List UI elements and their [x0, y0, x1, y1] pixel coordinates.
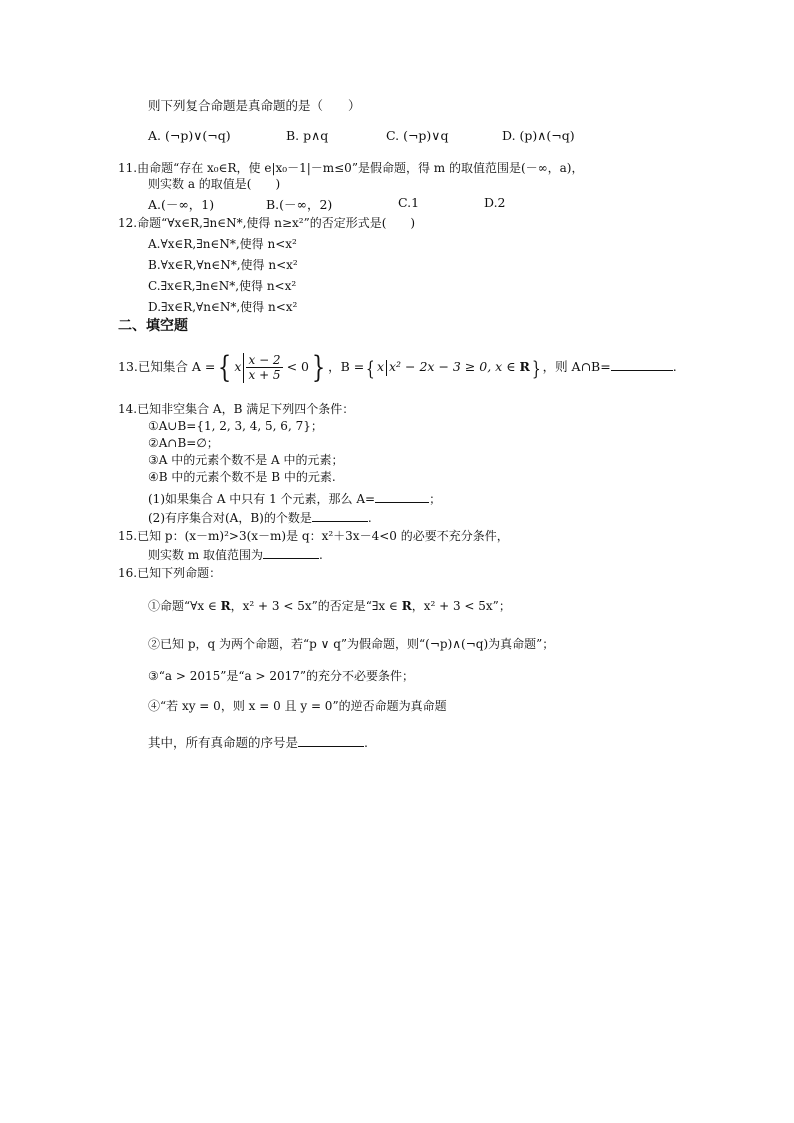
q15-answer-blank[interactable]	[263, 546, 319, 559]
q13-fraction	[246, 353, 282, 382]
q11-option-d: D.2	[484, 195, 506, 210]
q14-sub-1-end: ；	[429, 492, 442, 506]
q11-option-c: C.1	[398, 195, 420, 210]
q13-line	[118, 350, 677, 384]
q14-condition-4: ④B 中的元素个数不是 B 中的元素.	[148, 470, 336, 484]
q14-condition-1: ①A∪B={1, 2, 3, 4, 5, 6, 7}；	[148, 419, 323, 433]
q13-mid: ，B =	[328, 359, 365, 374]
q13-prefix: 13.已知集合 A =	[118, 359, 216, 374]
q13-set-a-var: x	[234, 359, 242, 374]
q13-end: .	[672, 359, 677, 374]
q13-set-b-var: x	[376, 359, 384, 374]
q16-ask-text: 其中，所有真命题的序号是	[148, 735, 299, 750]
q10-option-a: A. (¬p)∨(¬q)	[148, 128, 231, 143]
q12-option-d: D.∃x∈R,∀n∈N*,使得 n<x²	[148, 300, 298, 314]
q11-line2: 则实数 a 的取值是( )	[148, 177, 281, 191]
q16-prop-1-real-2: R	[401, 599, 412, 613]
q10-stem: 则下列复合命题是真命题的是（ ）	[148, 98, 361, 113]
q13-set-a-cond: < 0	[286, 359, 309, 374]
q14-sub-1-text: (1)如果集合 A 中只有 1 个元素，那么 A=	[148, 492, 376, 506]
q15-line1: 15.已知 p：(x－m)²>3(x－m)是 q：x²＋3x－4<0 的必要不充分条件，	[118, 529, 509, 543]
q13-fraction-den: x + 5	[248, 368, 281, 382]
q16-prop-3: ③“a > 2015”是“a > 2017”的充分不必要条件；	[148, 669, 415, 683]
q14-condition-3: ③A 中的元素个数不是 A 中的元素；	[148, 453, 344, 467]
q14-sub-2-blank[interactable]	[312, 509, 368, 522]
q14-condition-2: ②A∩B=∅；	[148, 436, 219, 450]
q16-prop-4: ④“若 xy = 0，则 x = 0 且 y = 0”的逆否命题为真命题	[148, 699, 447, 713]
q16-answer-blank[interactable]	[298, 734, 364, 747]
q13-set-b-real: R	[519, 359, 530, 374]
q12-option-b: B.∀x∈R,∀n∈N*,使得 n<x²	[148, 258, 298, 272]
q10-option-c: C. (¬p)∨q	[386, 128, 449, 143]
q14-sub-2-end: .	[367, 511, 372, 525]
set-bar-icon	[386, 360, 387, 376]
q15-line2-text: 则实数 m 取值范围为	[148, 548, 264, 562]
q15-line2-end: .	[319, 548, 323, 562]
q12-option-c: C.∃x∈R,∃n∈N*,使得 n<x²	[148, 279, 297, 293]
q16-prop-1-real-1: R	[220, 599, 231, 613]
q16-prop-2: ②已知 p，q 为两个命题，若“p ∨ q”为假命题，则“(¬p)∧(¬q)为真命题”；	[148, 637, 555, 651]
q16-ask	[148, 734, 368, 751]
q16-ask-end: .	[364, 735, 368, 750]
q14-sub-1-blank[interactable]	[375, 490, 429, 503]
q10-option-d: D. (p)∧(¬q)	[502, 128, 575, 143]
q12-stem: 12.命题“∀x∈R,∃n∈N*,使得 n≥x²”的否定形式是( )	[118, 216, 416, 230]
q14-sub-2	[148, 509, 372, 526]
q14-sub-2-text: (2)有序集合对(A，B)的个数是	[148, 511, 312, 525]
q16-prop-1	[148, 598, 511, 614]
q14-stem: 14.已知非空集合 A，B 满足下列四个条件：	[118, 402, 355, 416]
right-brace-icon: }	[531, 355, 541, 380]
q11-option-a: A.(－∞，1)	[148, 197, 215, 212]
left-brace-icon: {	[366, 355, 376, 380]
q11-line1: 11.由命题“存在 x₀∈R，使 e|x₀－1|－m≤0”是假命题，得 m 的取值范围是(－∞，a)，	[118, 161, 584, 175]
q15-line2	[148, 546, 323, 563]
right-brace-icon: }	[311, 349, 326, 385]
q12-option-a: A.∀x∈R,∃n∈N*,使得 n<x²	[148, 237, 297, 251]
section-title-fill-blank: 二、填空题	[118, 318, 188, 334]
left-brace-icon: {	[218, 349, 232, 385]
q13-answer-blank[interactable]	[611, 358, 673, 371]
q14-sub-1	[148, 490, 441, 507]
q16-stem: 16.已知下列命题：	[118, 566, 222, 580]
q13-suffix: ，则 A∩B=	[542, 359, 611, 374]
q13-fraction-num: x − 2	[248, 353, 281, 367]
set-bar-icon	[243, 353, 244, 383]
q10-option-b: B. p∧q	[286, 128, 329, 143]
q13-set-b-cond: x² − 2x − 3 ≥ 0, x ∈	[389, 359, 516, 374]
q16-prop-1-b: ，x² + 3 < 5x”的否定是“∃x ∈	[230, 599, 398, 613]
q16-prop-1-c: ，x² + 3 < 5x”；	[411, 599, 511, 613]
q11-option-b: B.(－∞，2)	[266, 197, 333, 212]
q16-prop-1-a: ①命题“∀x ∈	[148, 599, 217, 613]
